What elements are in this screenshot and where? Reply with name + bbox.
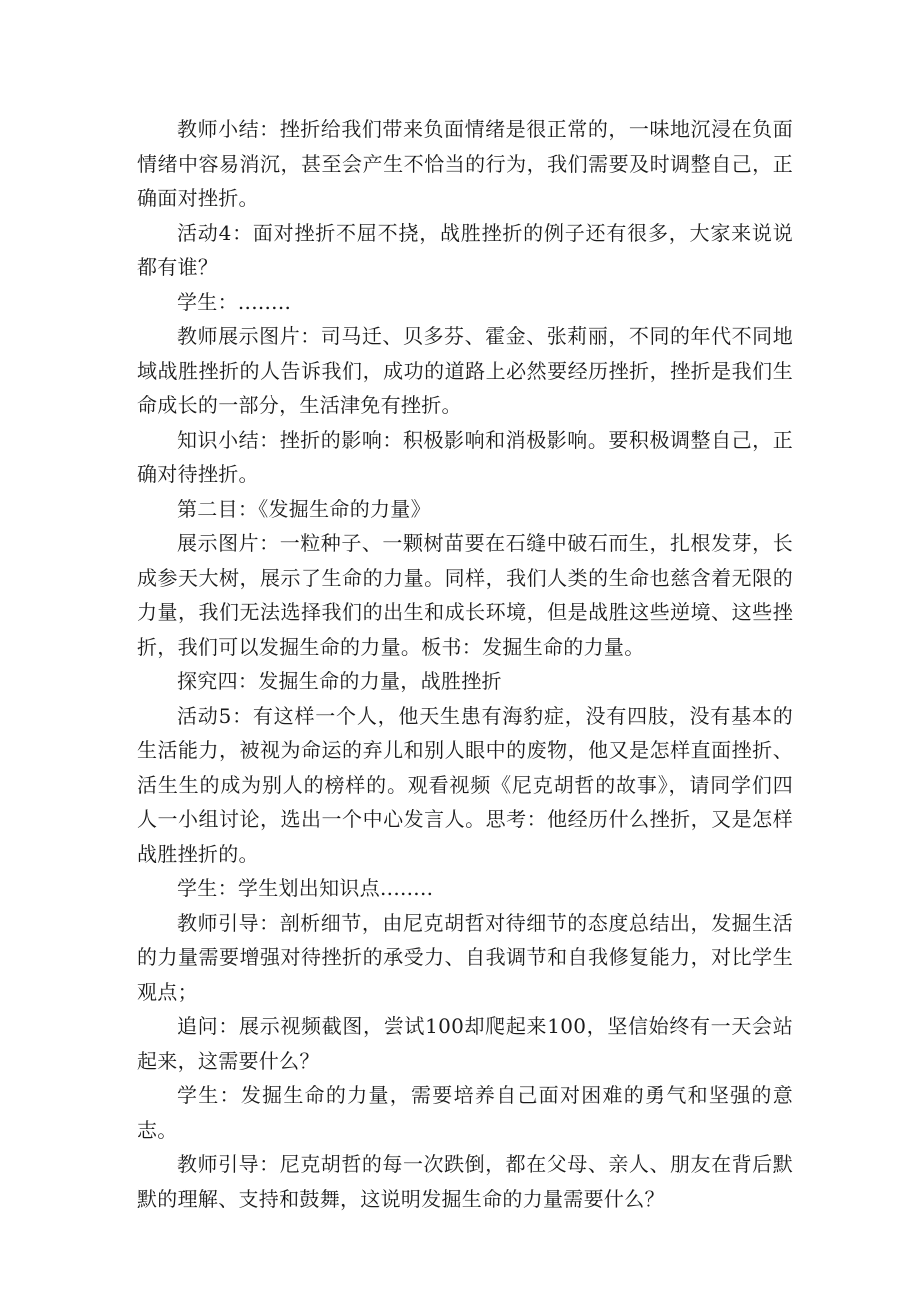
paragraph-student-1: 学生：........ — [177, 289, 292, 314]
paragraph-knowledge-summary: 知识小结：挫折的影响：积极影响和消极影响。要积极调整自己，正确对待挫折。 — [137, 427, 793, 486]
paragraph-teacher-summary: 教师小结：挫折给我们带来负面情绪是很正常的，一味地沉浸在负面情绪中容易消沉，甚至会产生不恰当的行为，我们需要及时调整自己，正确面对挫折。 — [137, 117, 793, 210]
document-body — [137, 112, 793, 1216]
paragraph-student-2: 学生：学生划出知识点........ — [177, 876, 434, 900]
paragraph-follow-up-question: 追问：展示视频截图，尝试100却爬起来100，坚信始终有一天会站起来，这需要什么？ — [137, 1014, 793, 1073]
paragraph-show-pictures: 展示图片：一粒种子、一颗树苗要在石缝中破石而生，扎根发芽，长成参天大树，展示了生命的力量。同样，我们人类的生命也慈含着无限的力量，我们无法选择我们的出生和成长环境，但是战胜这些逆境、这些挫折，我们可以发掘生命的力量。板书：发掘生命的力量。 — [137, 531, 793, 659]
paragraph-teacher-shows-pictures: 教师展示图片：司马迁、贝多芬、霍金、张莉丽，不同的年代不同地域战胜挫折的人告诉我们，成功的道路上必然要经历挫折，挫折是我们生命成长的一部分，生活津免有挫折。 — [137, 324, 793, 417]
paragraph-student-3: 学生：发掘生命的力量，需要培养自己面对困难的勇气和坚强的意志。 — [137, 1083, 793, 1142]
paragraph-section-2-heading: 第二目：《发掘生命的力量》 — [177, 496, 431, 521]
paragraph-inquiry-4: 探究四：发掘生命的力量，战胜挫折 — [177, 669, 502, 693]
paragraph-teacher-guide-2: 教师引导：尼克胡哲的每一次跌倒，都在父母、亲人、朋友在背后默默的理解、支持和鼓舞，这说明发掘生命的力量需要什么？ — [137, 1152, 793, 1211]
paragraph-activity-4: 活动4：面对挫折不屈不挠，战胜挫折的例子还有很多，大家来说说都有谁？ — [137, 220, 793, 279]
paragraph-activity-5: 活动5：有这样一个人，他天生患有海豹症，没有四肢，没有基本的生活能力，被视为命运的弃儿和别人眼中的废物，他又是怎样直面挫折、活生生的成为别人的榜样的。观看视频《尼克胡哲的故事》，请同学们四人一小组讨论，选出一个中心发言人。思考：他经历什么挫折，又是怎样战胜挫折的。 — [137, 703, 793, 866]
paragraph-teacher-guide-1: 教师引导：剖析细节，由尼克胡哲对待细节的态度总结出，发掘生活的力量需要增强对待挫折的承受力、自我调节和自我修复能力，对比学生观点； — [137, 910, 793, 1004]
